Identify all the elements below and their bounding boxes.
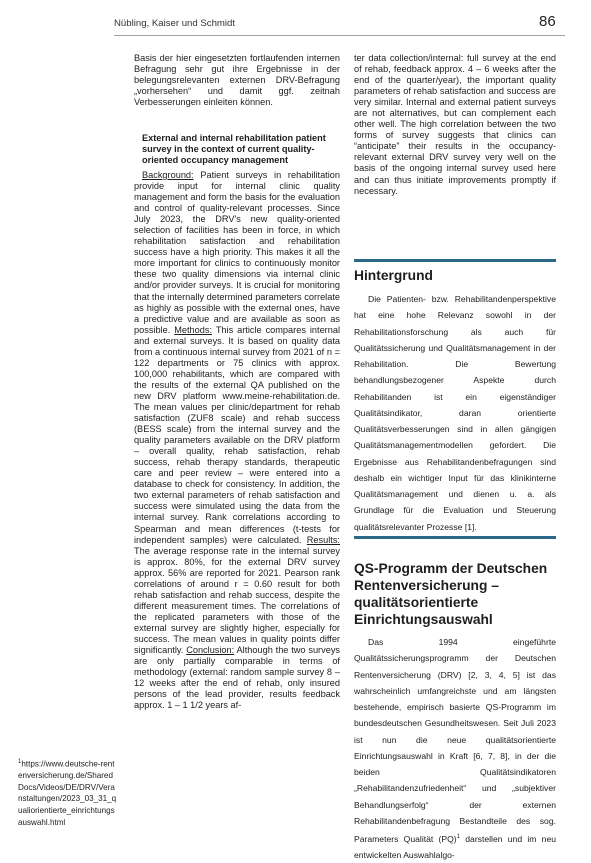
- footnote: [18, 757, 118, 828]
- section-title-hintergrund: Hintergrund: [354, 268, 433, 283]
- footnote-marker: 1: [18, 759, 22, 765]
- methods-text: This article compares internal and external surveys. It is based on quality data from a continuous internal survey from 2021 of n = 122 departments or 75 clinics with approx. 100,000 rehabilitants, which are compared with the results of the external QA published on the new DRV platform www.meine-rehabilitation.de. The mean values per clinic/department for rehab satisfaction (ZUF8 scale) and rehab success (BESS scale) from the internal survey and the quality parameters available on the DRV platform – overall quality, rehab satisfaction, rehab success, rehab therapy standards, therapeutic care and peer review – were entered into a database to check for consistency. In addition, the two external parameters of rehab satisfaction and success were simulated using the data from the internal survey. Rank correlations according to Spearman and mean differences (t-tests for independent samples) were calculated.: [134, 324, 340, 545]
- background-text: Patient surveys in rehabilitation provide input for internal clinic quality management and form the basis for the evaluation and control of quality-relevant processes. Since July 2023, the DRV's new quality-oriented selection of facilities has been in force, in which rehabilitation satisfaction and rehabilitation success have a high priority. This makes it all the more important for clinics to continuously monitor these two quality dimensions via internal clinic and/or provider surveys. It is crucial for monitoring that the internally determined parameters correlate as highly as possible with the external ones, have a predictive value and are available as soon as possible.: [134, 170, 340, 335]
- conclusion-label: Conclusion:: [186, 645, 235, 656]
- footnote-reference: 1: [456, 834, 461, 840]
- section-divider: [354, 536, 556, 539]
- section-divider: [354, 259, 556, 262]
- hintergrund-paragraph: Die Patienten- bzw. Rehabilitandenperspektive hat eine hohe Relevanz sowohl in der Rehabilitationsforschung als auch für Qualitätssicherung und Qualitätsmanagement in der Rehabilitation. Die Bewertung behandlungsbezogener Aspekte durch Rehabilitanden ist ein eigenständiger Qualitätsindikator, daran orientierte Qualitätsverbesserungen sind in allen gängigen Qualitätsmanagementmodellen gefordert. Die Ergebnisse aus Rehabilitandenbefragungen sind deshalb ein wichtiger Input für das klinikinterne Qualitätsmanagement und dienen u. a. als Grundlage für die Evaluation und Steuerung qualitätsrelevanter Prozesse [1].: [354, 294, 556, 532]
- qs-programm-text-a: Das 1994 eingeführte Qualitätssicherungsprogramm der Deutschen Rentenversicherung (DRV) [2, 3, 4, 5] ist das wahrscheinlich umfangreichste und am längsten bestehende, empirisch basierte QS-Programm im bundesdeutschen Gesundheitswesen. Seit Juli 2023 ist nun die neue qualitätsorientierte Einrichtungsauswahl in Kraft [6, 7, 8], in der die beiden Qualitätsindikatoren „Rehabilitandenzufriedenheit“ und „subjektiver Behandlungserfolg“ der externen Rehabilitandenbefragung Bestandteile des sog. Parameters Qualität (PQ): [354, 637, 556, 844]
- abstract-title: External and internal rehabilitation patient survey in the context of current quality-oriented occupancy management: [142, 133, 326, 166]
- results-label: Results:: [306, 534, 340, 545]
- abstract-continuation: ter data collection/internal: full survey at the end of rehab, feedback approx. 4 – 6 weeks after the end of the quarter/year), the important quality parameters of rehab satisfaction and success are very similar. Internal and external patient surveys are not alternatives, but can complement each other well. The high correlation between the two forms of survey suggests that clinics can “anticipate” their results in the occupancy-relevant external DRV survey very well on the basis of the ongoing internal survey used here and can thus initiate improvements promptly if necessary.: [354, 53, 556, 196]
- footnote-url: https://www.deutsche-rentenversicherung.de/SharedDocs/Videos/DE/DRV/Veranstaltungen/2023_03_31_qualiorientierte_einrichtungsauswahl.html: [18, 759, 117, 827]
- results-text: The average response rate in the internal survey is approx. 80%, for the external DRV survey approx. 56% are reported for 2021. Pearson rank correlations of around r = 0.60 result for both rehab satisfaction and rehab success, despite the different measurement times. The correlations of the replicated parameters with those of the external survey are slightly higher, especially for success. The mean values in quality points differ significantly.: [134, 545, 340, 656]
- qs-programm-paragraph: [354, 634, 556, 863]
- background-label: Background:: [142, 170, 194, 180]
- methods-label: Methods:: [174, 324, 213, 335]
- section-title-qs-programm: QS-Programm der Deutschen Rentenversicherung – qualitätsorientierte Einrichtungsauswahl: [354, 561, 548, 627]
- page-number: 86: [539, 13, 556, 30]
- header-divider: [114, 35, 565, 36]
- intro-paragraph: Basis der hier eingesetzten fortlaufenden internen Befragung sehr gut ihre Ergebnisse in der belegungsrelevanten externen DRV-Befragung „vorhersehen“ und damit ggf. zeitnah Verbesserungen einleiten können.: [134, 53, 340, 108]
- abstract-body: [134, 170, 340, 711]
- running-header-authors: Nübling, Kaiser und Schmidt: [114, 18, 236, 29]
- qs-programm-text-b: darstellen und im neu entwickelten Auswahlalgo-: [354, 833, 556, 861]
- conclusion-text: Although the two surveys are only partially comparable in terms of methodology (external: random sample survey 8 – 12 weeks after the end of rehab, only insured persons of the lead provider, results feedback approx. 1 – 1 1/2 years af-: [134, 645, 341, 711]
